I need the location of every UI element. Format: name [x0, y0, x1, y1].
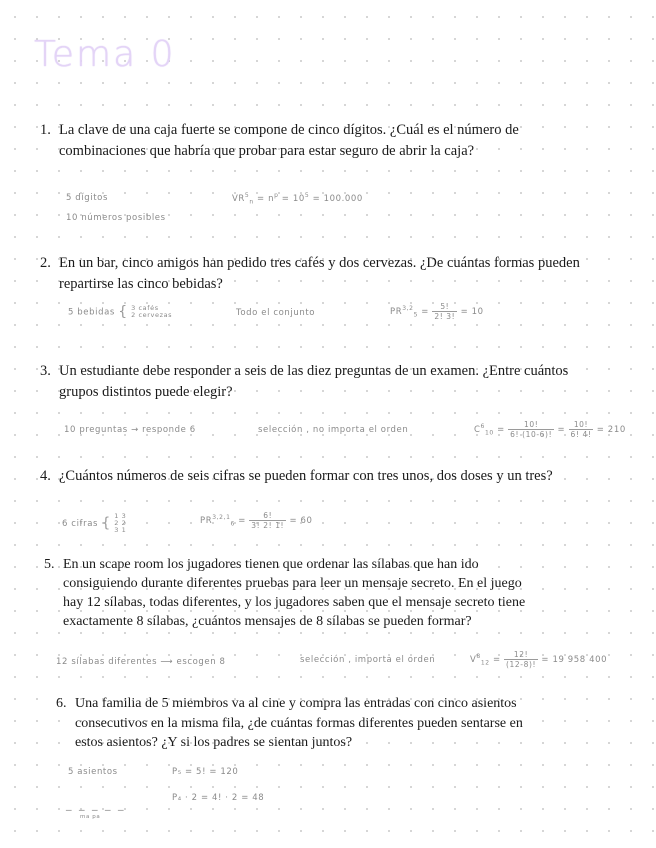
- handwritten-formula: $C^6_{10}$ = $\frac{10!}{6! (10-6)!}$ = $\frac{10!}{6! 4!}$ = 210: [474, 420, 626, 439]
- problem-text: Un estudiante debe responder a seis de las diez preguntas de un examen. ¿Entre cuántos grupos distintos puede elegir?: [59, 363, 569, 400]
- brace-symbol: {: [118, 304, 128, 320]
- handwritten-note: selección , importa el orden: [300, 655, 436, 665]
- fraction: $\frac{5!}{2! 3!}$: [434, 302, 456, 321]
- formula-part: = 10: [278, 193, 305, 204]
- handwritten-note: selección , no importa el orden: [258, 425, 409, 435]
- problem-number: 1.: [40, 122, 51, 138]
- handwritten-formula: $VR^5_n = n^p = 10^5 = 100.000$: [232, 192, 363, 206]
- handwritten-note: 12 sílabas diferentes ⟶ escogen 8: [56, 657, 226, 667]
- brace-symbol: {: [101, 515, 111, 532]
- handwritten-formula: PR$^{3,2,1}_6$ = $\frac{6!}{3! 2! 1!}$ = 60: [200, 511, 313, 530]
- problem-number: 6.: [56, 696, 67, 711]
- handwritten-note: 5 asientos: [68, 767, 118, 777]
- page-title: Tema 0: [34, 34, 176, 75]
- formula-symbol: C: [474, 425, 481, 435]
- problem-2: [40, 253, 585, 295]
- handwritten-note: 10 preguntas → responde 6: [64, 425, 196, 435]
- problem-6: [56, 694, 551, 753]
- problem-4: [40, 466, 585, 487]
- formula-result: = 10: [460, 307, 484, 317]
- problem-number: 4.: [40, 468, 51, 484]
- formula-symbol: V: [470, 655, 477, 665]
- handwritten-note: 10 números posibles: [66, 213, 166, 223]
- problem-text: En un bar, cinco amigos han pedido tres cafés y dos cervezas. ¿De cuántas formas pueden repartirse las cinco bebidas?: [59, 255, 580, 292]
- handwritten-note: Todo el conjunto: [236, 308, 316, 318]
- problem-number: 3.: [40, 363, 51, 379]
- note-stack: 3 cafés 2 cervezas: [131, 304, 173, 319]
- problem-3: [40, 361, 585, 403]
- problem-text: ¿Cuántos números de seis cifras se pueden formar con tres unos, dos doses y un tres?: [59, 468, 553, 484]
- fraction: $\frac{6!}{3! 2! 1!}$: [251, 511, 285, 530]
- formula-result: = 60: [289, 516, 313, 526]
- problem-text: En un scape room los jugadores tienen que ordenar las sílabas que han ido consiguiendo durante diferentes pruebas para leer un mensaje secreto. En el juego hay 12 sílabas, todas diferentes, y los jugadores saben que el mensaje secreto tiene exactamente 8 sílabas, ¿cuántos mensajes de 8 sílabas se pueden formar?: [63, 557, 526, 629]
- problem-number: 5.: [44, 557, 55, 572]
- problem-text: Una familia de 5 miembros va al cine y compra las entradas con cinco asientos consecutivos en la misma fila, ¿de cuántas formas diferentes pueden sentarse en estos asientos? ¿Y si los padres se sientan juntos?: [75, 696, 523, 750]
- problem-number: 2.: [40, 255, 51, 271]
- formula-result: = 19 958 400: [541, 655, 608, 665]
- handwritten-formula: P₅ = 5! = 120: [172, 767, 239, 777]
- fraction: $\frac{10!}{6! (10-6)!}$: [510, 420, 553, 439]
- formula-result: = 210: [596, 425, 626, 435]
- problem-5: [44, 555, 544, 631]
- formula-part: = n: [253, 193, 275, 204]
- note-text: 5 bebidas: [68, 307, 115, 318]
- problem-text: La clave de una caja fuerte se compone de cinco dígitos. ¿Cuál es el número de combinaciones que habría que probar para estar seguro de abrir la caja?: [59, 122, 519, 159]
- handwritten-formula: $V^8_{12}$ = $\frac{12!}{(12-8)!}$ = 19 958 400: [470, 650, 608, 669]
- seats-labels: ma pa: [80, 814, 101, 820]
- handwritten-formula: P₄ · 2 = 4! · 2 = 48: [172, 793, 265, 803]
- handwritten-note: 5 dígitos: [66, 193, 108, 203]
- formula-symbol: PR: [390, 307, 403, 317]
- problem-1: [40, 120, 585, 162]
- fraction: $\frac{10!}{6! 4!}$: [570, 420, 592, 439]
- formula-symbol: PR: [200, 516, 213, 526]
- handwritten-formula: PR$^{3,2}_5$ = $\frac{5!}{2! 3!}$ = 10: [390, 302, 484, 321]
- formula-symbol: VR: [232, 193, 245, 204]
- handwritten-note: [62, 513, 126, 534]
- handwritten-note: [68, 304, 172, 320]
- note-stack: 1 3 2 2 3 1: [114, 512, 127, 534]
- seats-sketch: _ _ _ _ _: [66, 798, 126, 811]
- fraction: $\frac{12!}{(12-8)!}$: [506, 650, 537, 669]
- formula-result: = 100.000: [309, 193, 363, 204]
- note-text: 6 cifras: [62, 519, 99, 529]
